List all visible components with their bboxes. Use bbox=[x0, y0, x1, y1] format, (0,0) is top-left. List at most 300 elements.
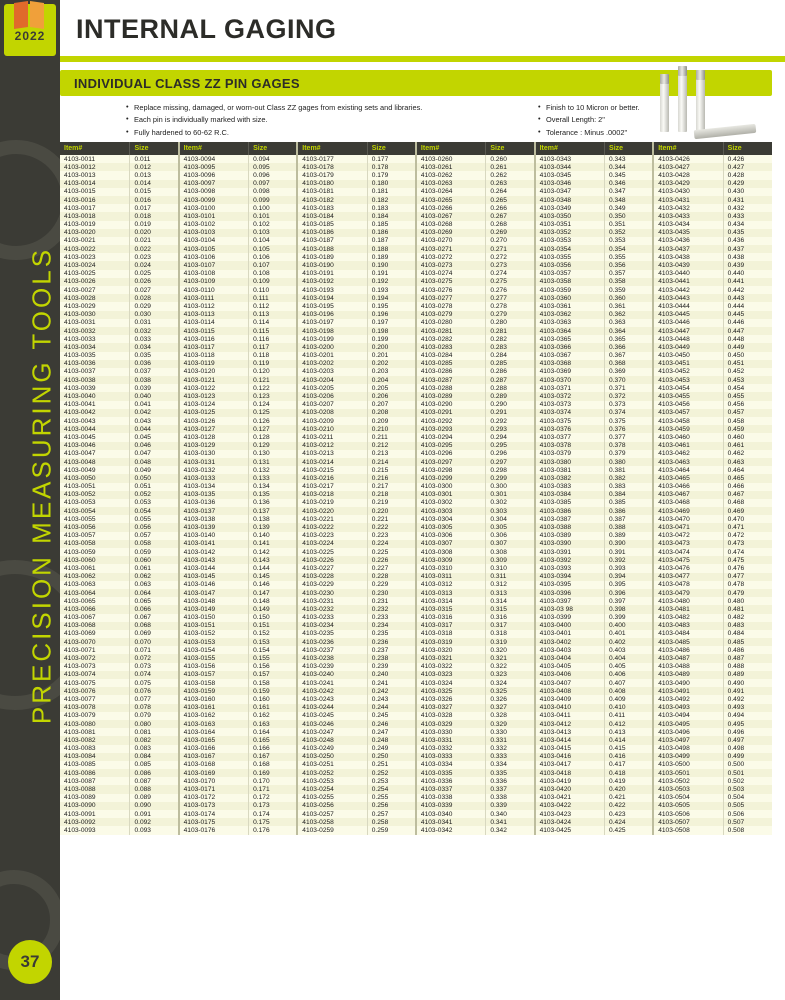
cell-size: 0.282 bbox=[486, 335, 535, 343]
cell-item-number: 4103-0176 bbox=[179, 826, 249, 834]
cell-size: 0.351 bbox=[605, 221, 654, 229]
cell-size: 0.153 bbox=[249, 638, 298, 646]
cell-item-number: 4103-0283 bbox=[416, 343, 486, 351]
feature-bullet: • Each pin is individually marked with size. bbox=[126, 114, 526, 125]
cell-item-number: 4103-0260 bbox=[416, 155, 486, 163]
cell-item-number: 4103-0292 bbox=[416, 417, 486, 425]
cell-item-number: 4103-0275 bbox=[416, 278, 486, 286]
cell-item-number: 4103-0138 bbox=[179, 515, 249, 523]
cell-item-number: 4103-0449 bbox=[653, 343, 723, 351]
cell-size: 0.039 bbox=[130, 384, 179, 392]
table-row bbox=[60, 564, 772, 572]
cell-size: 0.319 bbox=[486, 638, 535, 646]
cell-size: 0.273 bbox=[486, 261, 535, 269]
cell-size: 0.102 bbox=[249, 221, 298, 229]
cell-item-number: 4103-0044 bbox=[60, 425, 130, 433]
cell-size: 0.215 bbox=[367, 466, 416, 474]
table-row bbox=[60, 450, 772, 458]
cell-item-number: 4103-0316 bbox=[416, 614, 486, 622]
cell-size: 0.038 bbox=[130, 376, 179, 384]
cell-item-number: 4103-0055 bbox=[60, 515, 130, 523]
cell-item-number: 4103-0330 bbox=[416, 728, 486, 736]
cell-size: 0.310 bbox=[486, 564, 535, 572]
cell-item-number: 4103-0360 bbox=[535, 294, 605, 302]
cell-item-number: 4103-0038 bbox=[60, 376, 130, 384]
cell-item-number: 4103-0301 bbox=[416, 491, 486, 499]
cell-size: 0.212 bbox=[367, 442, 416, 450]
table-row bbox=[60, 466, 772, 474]
cell-item-number: 4103-0117 bbox=[179, 343, 249, 351]
table-row bbox=[60, 679, 772, 687]
cell-size: 0.356 bbox=[605, 261, 654, 269]
cell-item-number: 4103-0407 bbox=[535, 679, 605, 687]
cell-size: 0.162 bbox=[249, 712, 298, 720]
cell-item-number: 4103-0361 bbox=[535, 302, 605, 310]
cell-size: 0.018 bbox=[130, 212, 179, 220]
cell-item-number: 4103-0369 bbox=[535, 368, 605, 376]
cell-size: 0.027 bbox=[130, 286, 179, 294]
table-row bbox=[60, 343, 772, 351]
cell-item-number: 4103-0411 bbox=[535, 712, 605, 720]
cell-item-number: 4103-0323 bbox=[416, 671, 486, 679]
cell-size: 0.320 bbox=[486, 646, 535, 654]
cell-item-number: 4103-0357 bbox=[535, 270, 605, 278]
cell-item-number: 4103-0183 bbox=[297, 204, 367, 212]
table-row bbox=[60, 761, 772, 769]
cell-size: 0.170 bbox=[249, 777, 298, 785]
cell-size: 0.111 bbox=[249, 294, 298, 302]
cell-item-number: 4103-0356 bbox=[535, 261, 605, 269]
cell-size: 0.219 bbox=[367, 499, 416, 507]
table-row bbox=[60, 695, 772, 703]
cell-size: 0.118 bbox=[249, 352, 298, 360]
cell-size: 0.188 bbox=[367, 245, 416, 253]
cell-size: 0.171 bbox=[249, 785, 298, 793]
cell-item-number: 4103-0367 bbox=[535, 352, 605, 360]
cell-item-number: 4103-0156 bbox=[179, 663, 249, 671]
cell-size: 0.461 bbox=[727, 442, 745, 450]
pin-gage-illustration bbox=[696, 70, 705, 132]
cell-size: 0.194 bbox=[367, 294, 416, 302]
cell-size: 0.262 bbox=[486, 171, 535, 179]
cell-item-number: 4103-0325 bbox=[416, 687, 486, 695]
cell-size: 0.161 bbox=[249, 704, 298, 712]
cell-size: 0.408 bbox=[605, 687, 654, 695]
cell-size: 0.477 bbox=[727, 573, 745, 581]
cell-item-number: 4103-0014 bbox=[60, 180, 130, 188]
cell-size: 0.421 bbox=[605, 794, 654, 802]
cell-item-number: 4103-0473 bbox=[653, 540, 723, 548]
cell-size: 0.470 bbox=[727, 515, 745, 523]
cell-item-number: 4103-0231 bbox=[297, 597, 367, 605]
cell-size: 0.042 bbox=[130, 409, 179, 417]
cell-item-number: 4103-0508 bbox=[653, 826, 723, 834]
cell-size: 0.127 bbox=[249, 425, 298, 433]
cell-item-number: 4103-0391 bbox=[535, 548, 605, 556]
cell-item-number: 4103-0024 bbox=[60, 261, 130, 269]
cell-size: 0.373 bbox=[605, 401, 654, 409]
cell-item-number: 4103-0387 bbox=[535, 515, 605, 523]
cell-item-number: 4103-0506 bbox=[653, 810, 723, 818]
cell-size: 0.500 bbox=[727, 761, 745, 769]
table-row bbox=[60, 605, 772, 613]
table-row bbox=[60, 401, 772, 409]
cell-size: 0.241 bbox=[367, 679, 416, 687]
table-row bbox=[60, 384, 772, 392]
cell-size: 0.254 bbox=[367, 785, 416, 793]
cell-size: 0.308 bbox=[486, 548, 535, 556]
cell-size: 0.011 bbox=[130, 155, 179, 163]
cell-size: 0.332 bbox=[486, 745, 535, 753]
cell-size: 0.481 bbox=[727, 605, 745, 613]
cell-item-number: 4103-0186 bbox=[297, 229, 367, 237]
cell-size: 0.234 bbox=[367, 622, 416, 630]
table-row bbox=[60, 483, 772, 491]
cell-size: 0.275 bbox=[486, 278, 535, 286]
cell-item-number: 4103-0036 bbox=[60, 360, 130, 368]
cell-size: 0.330 bbox=[486, 728, 535, 736]
cell-item-number: 4103-0491 bbox=[653, 687, 723, 695]
cell-item-number: 4103-0482 bbox=[653, 614, 723, 622]
cell-size: 0.053 bbox=[130, 499, 179, 507]
cell-item-number: 4103-0065 bbox=[60, 597, 130, 605]
cell-size: 0.318 bbox=[486, 630, 535, 638]
cell-size: 0.423 bbox=[605, 810, 654, 818]
cell-size: 0.478 bbox=[727, 581, 745, 589]
cell-item-number: 4103-0455 bbox=[653, 392, 723, 400]
cell-size: 0.289 bbox=[486, 392, 535, 400]
cell-item-number: 4103-0401 bbox=[535, 630, 605, 638]
cell-size: 0.305 bbox=[486, 523, 535, 531]
cell-item-number: 4103-0333 bbox=[416, 753, 486, 761]
cell-size: 0.352 bbox=[605, 229, 654, 237]
table-body bbox=[60, 155, 772, 835]
cell-item-number: 4103-0461 bbox=[653, 442, 723, 450]
cell-size: 0.503 bbox=[727, 786, 745, 794]
cell-item-number: 4103-0123 bbox=[179, 392, 249, 400]
cell-item-number: 4103-0271 bbox=[416, 245, 486, 253]
table-row bbox=[60, 245, 772, 253]
column-header-size: Size bbox=[486, 142, 535, 155]
cell-item-number: 4103-0103 bbox=[179, 229, 249, 237]
cell-item-number: 4103-0250 bbox=[297, 753, 367, 761]
cell-item-number: 4103-0153 bbox=[179, 638, 249, 646]
cell-item-number: 4103-0052 bbox=[60, 491, 130, 499]
cell-size: 0.043 bbox=[130, 417, 179, 425]
cell-size: 0.317 bbox=[486, 622, 535, 630]
cell-item-number: 4103-0319 bbox=[416, 638, 486, 646]
cell-size: 0.290 bbox=[486, 401, 535, 409]
table-row bbox=[60, 540, 772, 548]
cell-size: 0.268 bbox=[486, 221, 535, 229]
cell-size: 0.386 bbox=[605, 507, 654, 515]
cell-item-number: 4103-0380 bbox=[535, 458, 605, 466]
cell-item-number: 4103-0420 bbox=[535, 785, 605, 793]
table-row bbox=[60, 597, 772, 605]
cell-item-number: 4103-0476 bbox=[653, 564, 723, 572]
table-header bbox=[60, 142, 772, 155]
cell-item-number: 4103-0406 bbox=[535, 671, 605, 679]
table-row bbox=[60, 327, 772, 335]
cell-size: 0.460 bbox=[727, 433, 745, 441]
cell-item-number: 4103-0309 bbox=[416, 556, 486, 564]
cell-item-number: 4103-0353 bbox=[535, 237, 605, 245]
cell-item-number: 4103-0180 bbox=[297, 180, 367, 188]
cell-size: 0.345 bbox=[605, 171, 654, 179]
cell-item-number: 4103-0249 bbox=[297, 745, 367, 753]
cell-item-number: 4103-0315 bbox=[416, 605, 486, 613]
cell-size: 0.075 bbox=[130, 679, 179, 687]
cell-size: 0.495 bbox=[727, 720, 745, 728]
cell-size: 0.091 bbox=[130, 810, 179, 818]
cell-size: 0.329 bbox=[486, 720, 535, 728]
cell-size: 0.078 bbox=[130, 704, 179, 712]
cell-size: 0.104 bbox=[249, 237, 298, 245]
cell-size: 0.395 bbox=[605, 581, 654, 589]
cell-size: 0.374 bbox=[605, 409, 654, 417]
cell-size: 0.134 bbox=[249, 483, 298, 491]
cell-item-number: 4103-0016 bbox=[60, 196, 130, 204]
cell-item-number: 4103-0235 bbox=[297, 630, 367, 638]
cell-item-number: 4103-0084 bbox=[60, 753, 130, 761]
cell-item-number: 4103-0389 bbox=[535, 532, 605, 540]
cell-size: 0.309 bbox=[486, 556, 535, 564]
cell-item-number: 4103-0070 bbox=[60, 638, 130, 646]
cell-size: 0.045 bbox=[130, 433, 179, 441]
cell-size: 0.377 bbox=[605, 433, 654, 441]
cell-item-number: 4103-0427 bbox=[653, 163, 723, 171]
cell-size: 0.412 bbox=[605, 720, 654, 728]
cell-size: 0.452 bbox=[727, 368, 745, 376]
cell-size: 0.437 bbox=[727, 245, 745, 253]
table-row bbox=[60, 360, 772, 368]
cell-item-number: 4103-0012 bbox=[60, 163, 130, 171]
cell-item-number: 4103-0423 bbox=[535, 810, 605, 818]
cell-item-number: 4103-0102 bbox=[179, 221, 249, 229]
cell-item-number: 4103-0426 bbox=[653, 155, 723, 163]
cell-item-number: 4103-0368 bbox=[535, 360, 605, 368]
column-header-size: Size bbox=[605, 142, 654, 155]
cell-size: 0.302 bbox=[486, 499, 535, 507]
cell-item-number: 4103-0178 bbox=[297, 163, 367, 171]
cell-item-number: 4103-0043 bbox=[60, 417, 130, 425]
table-row bbox=[60, 654, 772, 662]
cell-item-number: 4103-0058 bbox=[60, 540, 130, 548]
cell-size: 0.085 bbox=[130, 761, 179, 769]
cell-item-number: 4103-0385 bbox=[535, 499, 605, 507]
cell-size: 0.441 bbox=[727, 278, 745, 286]
anniversary-badge bbox=[4, 4, 56, 56]
cell-size: 0.105 bbox=[249, 245, 298, 253]
cell-item-number: 4103-0189 bbox=[297, 253, 367, 261]
cell-item-number: 4103-0237 bbox=[297, 646, 367, 654]
cell-size: 0.426 bbox=[727, 155, 745, 163]
cell-size: 0.293 bbox=[486, 425, 535, 433]
cell-size: 0.061 bbox=[130, 564, 179, 572]
cell-item-number: 4103-0384 bbox=[535, 491, 605, 499]
cell-size: 0.419 bbox=[605, 777, 654, 785]
cell-item-number: 4103-0018 bbox=[60, 212, 130, 220]
cell-item-number: 4103-0113 bbox=[179, 311, 249, 319]
table-row bbox=[60, 704, 772, 712]
cell-size: 0.120 bbox=[249, 368, 298, 376]
cell-size: 0.443 bbox=[727, 294, 745, 302]
cell-size: 0.505 bbox=[727, 802, 745, 810]
cell-item-number: 4103-0041 bbox=[60, 401, 130, 409]
cell-size: 0.222 bbox=[367, 523, 416, 531]
cell-item-number: 4103-0015 bbox=[60, 188, 130, 196]
cell-item-number: 4103-0373 bbox=[535, 401, 605, 409]
cell-item-number: 4103-0229 bbox=[297, 581, 367, 589]
cell-size: 0.021 bbox=[130, 237, 179, 245]
cell-item-number: 4103-0109 bbox=[179, 278, 249, 286]
cell-item-number: 4103-0456 bbox=[653, 401, 723, 409]
cell-size: 0.306 bbox=[486, 532, 535, 540]
cell-item-number: 4103-0206 bbox=[297, 392, 367, 400]
cell-size: 0.232 bbox=[367, 605, 416, 613]
cell-item-number: 4103-0133 bbox=[179, 474, 249, 482]
cell-size: 0.228 bbox=[367, 573, 416, 581]
cell-size: 0.362 bbox=[605, 311, 654, 319]
cell-size: 0.168 bbox=[249, 761, 298, 769]
product-description bbox=[60, 96, 772, 144]
cell-size: 0.428 bbox=[727, 171, 745, 179]
cell-size: 0.454 bbox=[727, 384, 745, 392]
cell-item-number: 4103-0175 bbox=[179, 818, 249, 826]
cell-size: 0.427 bbox=[727, 163, 745, 171]
table-row bbox=[60, 720, 772, 728]
cell-item-number: 4103-0322 bbox=[416, 663, 486, 671]
cell-size: 0.169 bbox=[249, 769, 298, 777]
cell-item-number: 4103-0415 bbox=[535, 745, 605, 753]
cell-size: 0.431 bbox=[727, 196, 745, 204]
cell-size: 0.387 bbox=[605, 515, 654, 523]
cell-item-number: 4103-0187 bbox=[297, 237, 367, 245]
cell-size: 0.442 bbox=[727, 286, 745, 294]
cell-item-number: 4103-0414 bbox=[535, 736, 605, 744]
cell-item-number: 4103-0500 bbox=[653, 761, 723, 769]
cell-size: 0.334 bbox=[486, 761, 535, 769]
cell-size: 0.147 bbox=[249, 589, 298, 597]
cell-item-number: 4103-0263 bbox=[416, 180, 486, 188]
cell-item-number: 4103-0304 bbox=[416, 515, 486, 523]
cell-size: 0.060 bbox=[130, 556, 179, 564]
cell-size: 0.311 bbox=[486, 573, 535, 581]
cell-item-number: 4103-0458 bbox=[653, 417, 723, 425]
cell-size: 0.467 bbox=[727, 491, 745, 499]
cell-size: 0.119 bbox=[249, 360, 298, 368]
cell-item-number: 4103-0471 bbox=[653, 523, 723, 531]
cell-size: 0.181 bbox=[367, 188, 416, 196]
cell-size: 0.242 bbox=[367, 687, 416, 695]
cell-size: 0.276 bbox=[486, 286, 535, 294]
cell-size: 0.237 bbox=[367, 646, 416, 654]
cell-item-number: 4103-0505 bbox=[653, 802, 723, 810]
pin-gage-table-container bbox=[60, 142, 772, 835]
table-row bbox=[60, 556, 772, 564]
cell-size: 0.098 bbox=[249, 188, 298, 196]
cell-size: 0.239 bbox=[367, 663, 416, 671]
cell-item-number: 4103-0352 bbox=[535, 229, 605, 237]
table-row bbox=[60, 221, 772, 229]
feature-bullet: • Finish to 10 Micron or better. bbox=[538, 102, 785, 113]
cell-item-number: 4103-0462 bbox=[653, 450, 723, 458]
cell-size: 0.307 bbox=[486, 540, 535, 548]
cell-size: 0.440 bbox=[727, 270, 745, 278]
cell-size: 0.261 bbox=[486, 163, 535, 171]
cell-size: 0.343 bbox=[605, 155, 654, 163]
cell-item-number: 4103-0221 bbox=[297, 515, 367, 523]
cell-item-number: 4103-0501 bbox=[653, 769, 723, 777]
cell-item-number: 4103-0339 bbox=[416, 802, 486, 810]
cell-size: 0.432 bbox=[727, 204, 745, 212]
ribbon-icon bbox=[14, 1, 28, 29]
cell-size: 0.185 bbox=[367, 221, 416, 229]
cell-item-number: 4103-0335 bbox=[416, 769, 486, 777]
cell-size: 0.267 bbox=[486, 212, 535, 220]
cell-item-number: 4103-0032 bbox=[60, 327, 130, 335]
table-row bbox=[60, 810, 772, 818]
cell-item-number: 4103-0163 bbox=[179, 720, 249, 728]
cell-item-number: 4103-0467 bbox=[653, 491, 723, 499]
cell-item-number: 4103-0285 bbox=[416, 360, 486, 368]
cell-size: 0.097 bbox=[249, 180, 298, 188]
cell-item-number: 4103-0112 bbox=[179, 302, 249, 310]
cell-item-number: 4103-0400 bbox=[535, 622, 605, 630]
cell-item-number: 4103-0425 bbox=[535, 826, 605, 834]
cell-size: 0.248 bbox=[367, 736, 416, 744]
cell-item-number: 4103-0017 bbox=[60, 204, 130, 212]
cell-size: 0.176 bbox=[249, 826, 298, 834]
cell-size: 0.129 bbox=[249, 442, 298, 450]
cell-size: 0.491 bbox=[727, 687, 745, 695]
cell-size: 0.321 bbox=[486, 654, 535, 662]
cell-item-number: 4103-0288 bbox=[416, 384, 486, 392]
cell-item-number: 4103-0488 bbox=[653, 663, 723, 671]
cell-size: 0.072 bbox=[130, 654, 179, 662]
cell-item-number: 4103-0343 bbox=[535, 155, 605, 163]
cell-item-number: 4103-0416 bbox=[535, 753, 605, 761]
cell-size: 0.483 bbox=[727, 622, 745, 630]
pin-head bbox=[660, 74, 669, 84]
cell-size: 0.240 bbox=[367, 671, 416, 679]
cell-size: 0.044 bbox=[130, 425, 179, 433]
cell-item-number: 4103-0291 bbox=[416, 409, 486, 417]
cell-size: 0.031 bbox=[130, 319, 179, 327]
cell-size: 0.227 bbox=[367, 564, 416, 572]
cell-size: 0.401 bbox=[605, 630, 654, 638]
cell-size: 0.126 bbox=[249, 417, 298, 425]
cell-item-number: 4103-0075 bbox=[60, 679, 130, 687]
table-row bbox=[60, 294, 772, 302]
cell-item-number: 4103-0132 bbox=[179, 466, 249, 474]
cell-item-number: 4103-0274 bbox=[416, 270, 486, 278]
column-header-item: Item# bbox=[535, 142, 605, 155]
cell-item-number: 4103-0504 bbox=[653, 794, 723, 802]
cell-item-number: 4103-0457 bbox=[653, 409, 723, 417]
cell-size: 0.136 bbox=[249, 499, 298, 507]
cell-size: 0.173 bbox=[249, 802, 298, 810]
cell-size: 0.340 bbox=[486, 810, 535, 818]
cell-size: 0.174 bbox=[249, 810, 298, 818]
cell-item-number: 4103-0088 bbox=[60, 785, 130, 793]
cell-item-number: 4103-0242 bbox=[297, 687, 367, 695]
cell-item-number: 4103-0430 bbox=[653, 188, 723, 196]
cell-size: 0.489 bbox=[727, 671, 745, 679]
cell-item-number: 4103-0031 bbox=[60, 319, 130, 327]
table-row bbox=[60, 155, 772, 163]
cell-item-number: 4103-0251 bbox=[297, 761, 367, 769]
